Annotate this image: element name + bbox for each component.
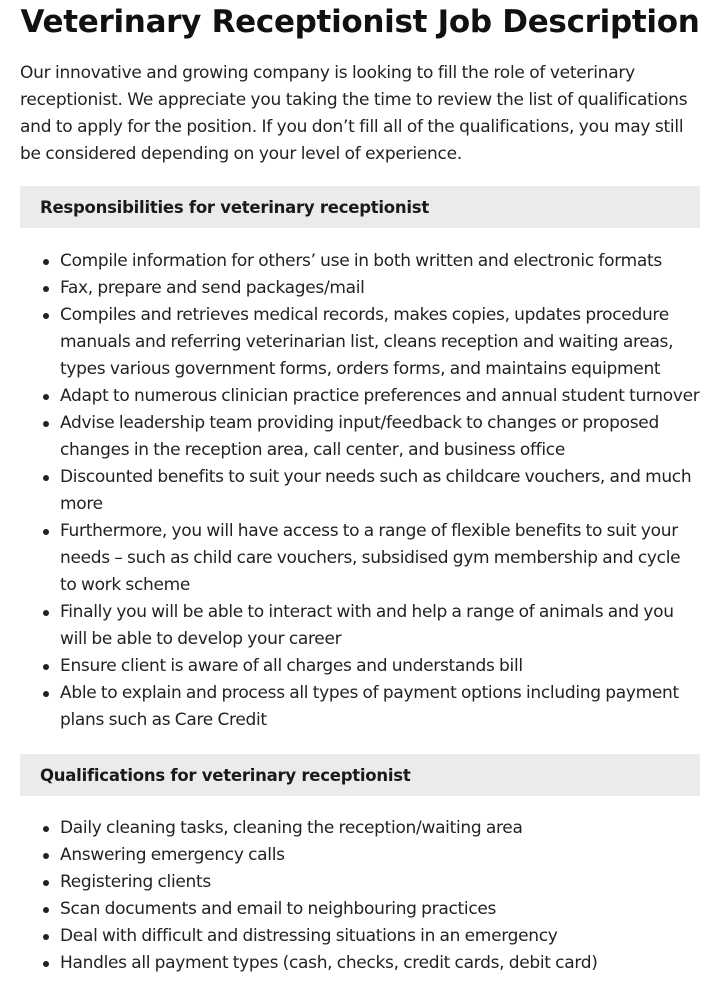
list-item: Finally you will be able to interact with and help a range of animals and you will be able to develop your career: [60, 599, 700, 653]
responsibilities-header: [20, 186, 700, 228]
list-item: Able to explain and process all types of payment options including payment plans such as Care Credit: [60, 680, 700, 734]
responsibilities-heading: Responsibilities for veterinary receptionist: [40, 197, 429, 217]
page-title: Veterinary Receptionist Job Description: [20, 4, 700, 40]
list-item: Fax, prepare and send packages/mail: [60, 275, 700, 302]
list-item: Compiles and retrieves medical records, makes copies, updates procedure manuals and referring veterinarian list, cleans reception and waiting areas, types various government forms, orders forms, and maintains equipment: [60, 302, 700, 383]
list-item: Handles all payment types (cash, checks, credit cards, debit card): [60, 950, 700, 977]
list-item: Advise leadership team providing input/feedback to changes or proposed changes in the reception area, call center, and business office: [60, 410, 700, 464]
list-item: Scan documents and email to neighbouring practices: [60, 896, 700, 923]
list-item: Compile information for others’ use in both written and electronic formats: [60, 248, 700, 275]
list-item: Answering emergency calls: [60, 842, 700, 869]
list-item: Deal with difficult and distressing situations in an emergency: [60, 923, 700, 950]
list-item: Registering clients: [60, 869, 700, 896]
list-item: Ensure client is aware of all charges and understands bill: [60, 653, 700, 680]
list-item: Discounted benefits to suit your needs such as childcare vouchers, and much more: [60, 464, 700, 518]
qualifications-heading: Qualifications for veterinary receptionist: [40, 765, 411, 785]
intro-paragraph: Our innovative and growing company is looking to fill the role of veterinary receptionist. We appreciate you taking the time to review the list of qualifications and to apply for the position. If you don’t fill all of the qualifications, you may still be considered depending on your level of experience.: [20, 63, 688, 164]
list-item: Adapt to numerous clinician practice preferences and annual student turnover: [60, 383, 700, 410]
list-item: Furthermore, you will have access to a range of flexible benefits to suit your needs – such as child care vouchers, subsidised gym membership and cycle to work scheme: [60, 518, 700, 599]
qualifications-list: [20, 815, 700, 977]
responsibilities-list: [20, 248, 700, 734]
list-item: Daily cleaning tasks, cleaning the reception/waiting area: [60, 815, 700, 842]
qualifications-header: [20, 754, 700, 796]
